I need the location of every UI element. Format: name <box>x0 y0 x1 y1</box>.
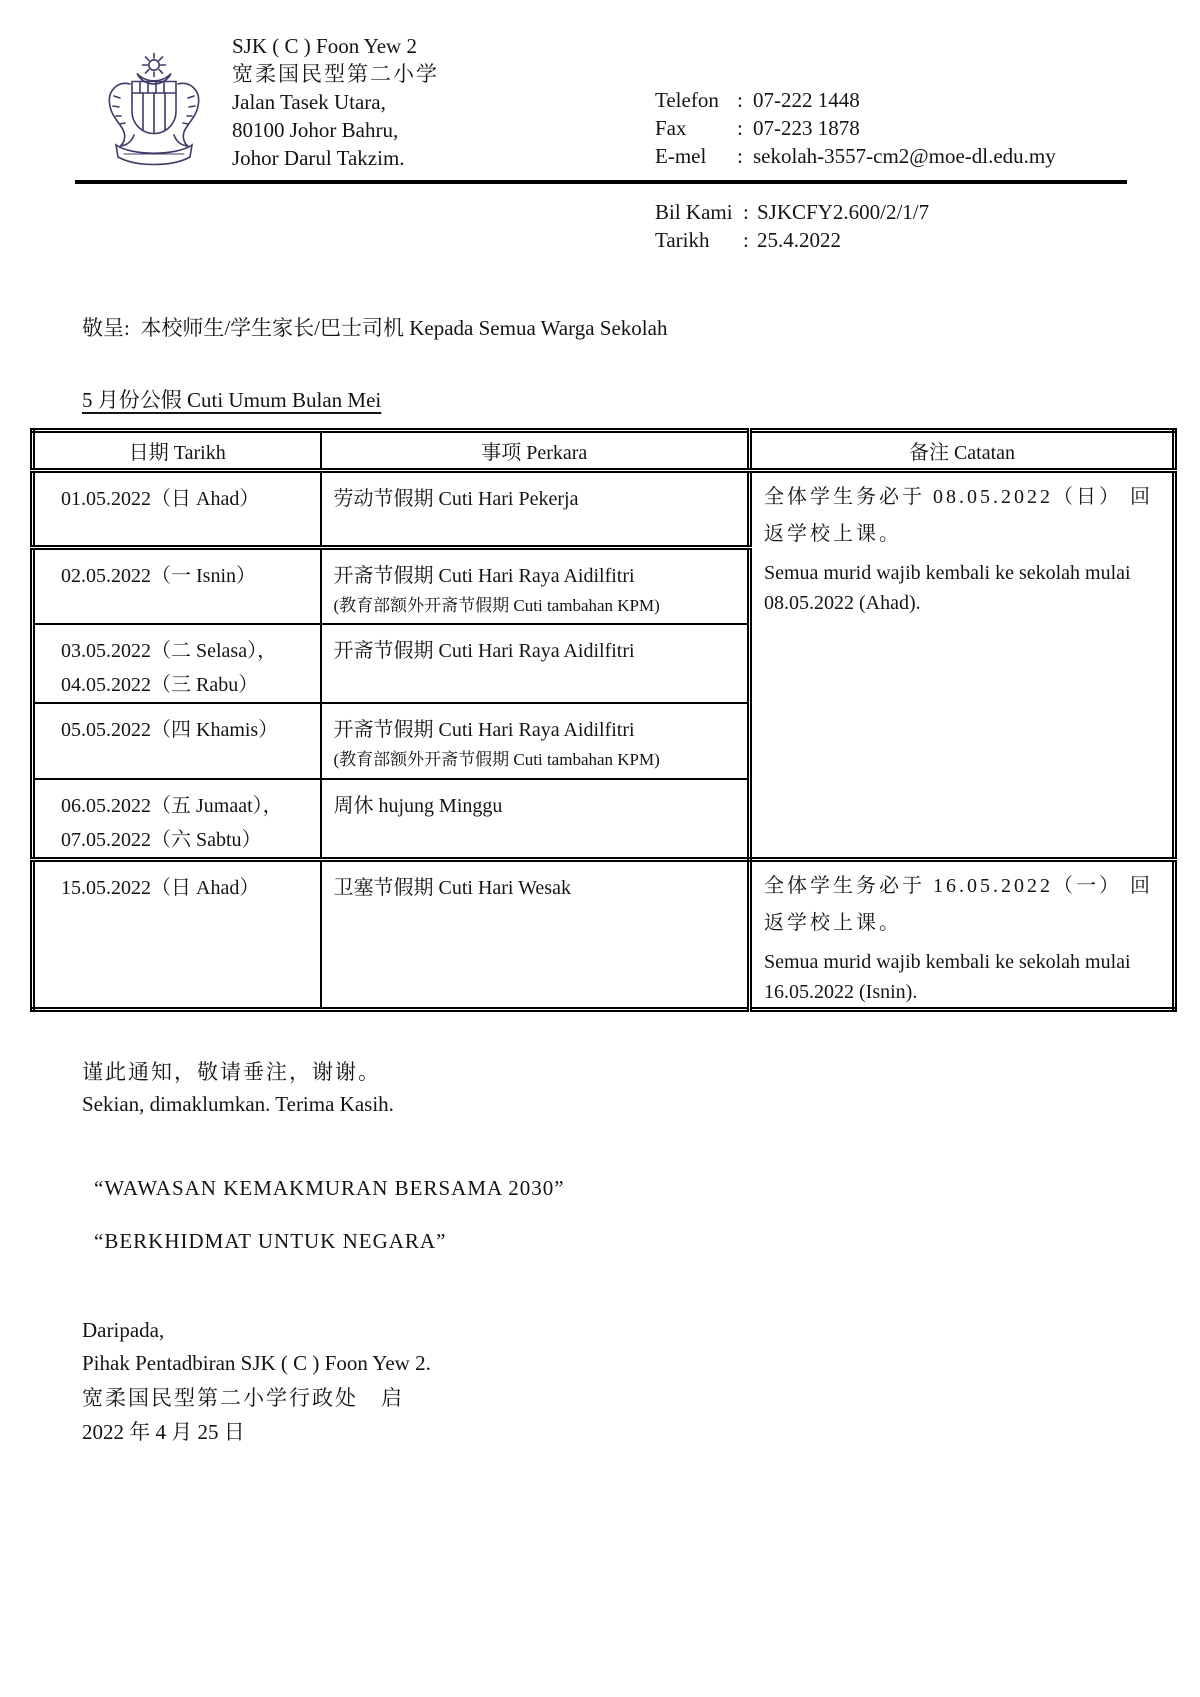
date-cell: 02.05.2022（一 Isnin） <box>33 548 321 624</box>
contact-block <box>655 86 1056 170</box>
tarikh-value: 25.4.2022 <box>757 228 841 252</box>
recipient-line: 敬呈: 本校师生/学生家长/巴士司机 Kepada Semua Warga Sekolah <box>82 316 668 340</box>
contact-email: E-mel : sekolah-3557-cm2@moe-dl.edu.my <box>655 144 1056 168</box>
event-cell: 开斋节假期 Cuti Hari Raya Aidilfitri (教育部额外开斋节假期 Cuti tambahan KPM) <box>321 548 750 624</box>
event-cell: 开斋节假期 Cuti Hari Raya Aidilfitri (教育部额外开斋节假期 Cuti tambahan KPM) <box>321 703 750 779</box>
coat-of-arms-icon <box>94 50 214 174</box>
contact-fax: Fax : 07-223 1878 <box>655 116 860 140</box>
bil-kami-value: SJKCFY2.600/2/1/7 <box>757 200 930 224</box>
event-note: (教育部额外开斋节假期 Cuti tambahan KPM) <box>333 749 660 769</box>
event-cell: 开斋节假期 Cuti Hari Raya Aidilfitri <box>321 624 750 703</box>
date-cell: 15.05.2022（日 Ahad） <box>33 859 321 1009</box>
page-title: 5 月份公假 Cuti Umum Bulan Mei <box>82 388 382 412</box>
signature-block <box>82 1314 1200 1449</box>
school-address-block <box>232 32 439 172</box>
fax-value: 07-223 1878 <box>753 116 860 140</box>
header-tarikh: 日期 Tarikh <box>33 431 321 471</box>
signature-sender-chinese: 宽柔国民型第二小学行政处 启 <box>82 1385 404 1410</box>
remarks-cell <box>750 859 1175 1009</box>
header-perkara: 事项 Perkara <box>321 431 750 471</box>
remark-chinese: 全体学生务必于 16.05.2022（一） 回返学校上课。 <box>764 874 1153 934</box>
closing-chinese: 谨此通知，敬请垂注，谢谢。 <box>82 1059 381 1084</box>
signature-sender: Pihak Pentadbiran SJK ( C ) Foon Yew 2. <box>82 1350 431 1375</box>
event-note: (教育部额外开斋节假期 Cuti tambahan KPM) <box>333 596 660 615</box>
closing-block <box>82 1056 1200 1120</box>
event-cell: 卫塞节假期 Cuti Hari Wesak <box>321 859 750 1009</box>
remark-malay: Semua murid wajib kembali ke sekolah mulai 16.05.2022 (Isnin). <box>764 950 1131 1003</box>
school-name-chinese: 宽柔国民型第二小学 <box>232 62 439 86</box>
holiday-table <box>30 428 1177 1012</box>
remark-malay: Semua murid wajib kembali ke sekolah mulai 08.05.2022 (Ahad). <box>764 562 1131 614</box>
contact-telefon: Telefon : 07-222 1448 <box>655 88 860 112</box>
table-header-row <box>33 431 1175 471</box>
signature-daripada: Daripada, <box>82 1317 165 1342</box>
date-cell: 05.05.2022（四 Khamis） <box>33 703 321 779</box>
reference-block <box>655 198 1200 254</box>
signature-date: 2022 年 4 月 25 日 <box>82 1419 245 1444</box>
slogan-wawasan: “WAWASAN KEMAKMURAN BERSAMA 2030” <box>94 1175 565 1200</box>
school-logo <box>94 50 214 174</box>
address-line: Johor Darul Takzim. <box>232 146 405 170</box>
email-value: sekolah-3557-cm2@moe-dl.edu.my <box>753 144 1056 168</box>
date-cell: 06.05.2022（五 Jumaat）， 07.05.2022（六 Sabtu） <box>33 779 321 860</box>
closing-malay: Sekian, dimaklumkan. Terima Kasih. <box>82 1091 394 1116</box>
date-cell: 03.05.2022（二 Selasa）， 04.05.2022（三 Rabu） <box>33 624 321 703</box>
table-row <box>33 471 1175 548</box>
tarikh-line: Tarikh : 25.4.2022 <box>655 228 841 252</box>
event-cell: 周休 hujung Minggu <box>321 779 750 860</box>
date-cell: 01.05.2022（日 Ahad） <box>33 471 321 548</box>
header-divider <box>75 180 1127 184</box>
event-cell: 劳动节假期 Cuti Hari Pekerja <box>321 471 750 548</box>
bil-kami-line: Bil Kami : SJKCFY2.600/2/1/7 <box>655 200 930 224</box>
letterhead <box>0 0 1200 180</box>
remarks-cell <box>750 471 1175 860</box>
slogan-berkhidmat: “BERKHIDMAT UNTUK NEGARA” <box>94 1228 447 1253</box>
header-catatan: 备注 Catatan <box>750 431 1175 471</box>
table-row <box>33 859 1175 1009</box>
telefon-value: 07-222 1448 <box>753 88 860 112</box>
address-line: 80100 Johor Bahru, <box>232 118 399 142</box>
school-name: SJK ( C ) Foon Yew 2 <box>232 34 417 58</box>
address-line: Jalan Tasek Utara, <box>232 90 386 114</box>
remark-chinese: 全体学生务必于 08.05.2022（日） 回返学校上课。 <box>764 486 1153 545</box>
